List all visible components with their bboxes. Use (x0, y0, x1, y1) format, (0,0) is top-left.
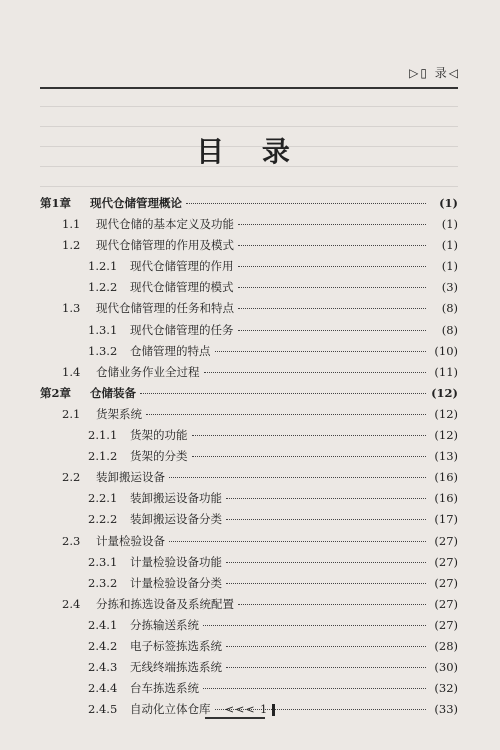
dot-leader (226, 667, 426, 668)
toc-entry-title: 现代仓储管理的作用 (130, 259, 234, 274)
toc-entry-page: (13) (434, 449, 458, 464)
toc-entry-page: (12) (434, 428, 458, 443)
toc-entry-title: 现代仓储管理的作用及模式 (96, 238, 234, 253)
toc-entry-number: 2.4.1 (88, 617, 118, 632)
toc-entry (40, 216, 458, 237)
toc-entry-number: 2.4 (62, 596, 81, 611)
toc-entry-title: 计量检验设备功能 (130, 554, 222, 569)
toc-entry-number: 2.2 (62, 470, 81, 485)
toc-entry (40, 343, 458, 364)
dot-leader (192, 456, 427, 457)
toc-entry-title: 现代仓储的基本定义及功能 (96, 217, 234, 232)
toc-entry-number: 2.1.2 (88, 449, 118, 464)
dot-leader (238, 266, 427, 267)
toc-entry (40, 617, 458, 638)
toc-entry-title: 仓储业务作业全过程 (96, 364, 200, 379)
footer-bar (272, 704, 275, 716)
toc-entry-title: 电子标签拣选系统 (130, 638, 222, 653)
toc-entry-number: 1.1 (62, 217, 81, 232)
toc-entry-number: 2.4.2 (88, 638, 118, 653)
dot-leader (238, 604, 426, 605)
toc-entry-page: (10) (434, 343, 458, 358)
toc-entry-number: 2.3.1 (88, 554, 118, 569)
header-section-mark: ▷▯ 录◁ (409, 66, 460, 80)
toc-entry-number: 2.4.5 (88, 702, 118, 717)
toc-entry-page: (12) (431, 385, 458, 400)
dot-leader (226, 646, 426, 647)
toc-entry-title: 货架的分类 (130, 449, 188, 464)
page-title: 目 录 (196, 135, 304, 168)
toc-entry-number: 1.2 (62, 238, 81, 253)
toc-entry-page: (33) (434, 702, 458, 717)
toc-entry-title: 分拣和拣选设备及系统配置 (96, 596, 234, 611)
header-rule (40, 87, 458, 89)
toc-entry-title: 装卸搬运设备分类 (130, 512, 222, 527)
toc-entry (40, 469, 458, 490)
toc-entry-number: 第1章 (40, 196, 72, 210)
toc-entry-page: (27) (434, 575, 458, 590)
dot-leader (215, 351, 427, 352)
toc-entry-number: 2.2.2 (88, 512, 118, 527)
toc-entry (40, 533, 458, 554)
toc-entry-number: 1.2.1 (88, 259, 118, 274)
dot-leader (140, 393, 426, 394)
toc-entry-number: 第2章 (40, 385, 72, 400)
toc-entry (40, 596, 458, 617)
dot-leader (238, 245, 426, 246)
dot-leader (146, 414, 426, 415)
toc-entry-page: (1) (441, 217, 458, 232)
toc-entry-number: 2.4.4 (88, 681, 118, 696)
toc-entry-page: (11) (434, 364, 458, 379)
dot-leader (204, 372, 427, 373)
toc-entry-page: (27) (434, 596, 458, 611)
toc-entry-number: 2.1.1 (88, 428, 118, 443)
toc-entry (40, 511, 458, 532)
toc-entry-page: (3) (441, 280, 458, 295)
toc-entry (40, 258, 458, 279)
toc-entry-page: (30) (434, 660, 458, 675)
toc-entry-title: 现代仓储管理的任务 (130, 322, 234, 337)
toc-entry-title: 仓储管理的特点 (130, 343, 211, 358)
dot-leader (169, 477, 426, 478)
toc-entry-number: 1.3.1 (88, 322, 118, 337)
toc-entry-title: 现代仓储管理概论 (90, 196, 182, 210)
toc-entry-page: (27) (434, 533, 458, 548)
toc-entry-title: 货架的功能 (130, 428, 188, 443)
toc-entry-title: 现代仓储管理的模式 (130, 280, 234, 295)
toc-entry (40, 575, 458, 596)
toc-entry-page: (28) (434, 638, 458, 653)
toc-entry-title: 计量检验设备分类 (130, 575, 222, 590)
toc-entry-number: 2.4.3 (88, 660, 118, 675)
dot-leader (169, 541, 426, 542)
toc-entry-title: 自动化立体仓库 (130, 702, 211, 717)
toc-entry (40, 406, 458, 427)
toc-entry-title: 装卸搬运设备功能 (130, 491, 222, 506)
toc-entry-page: (12) (434, 406, 458, 421)
dot-leader (226, 562, 426, 563)
toc-entry (40, 659, 458, 680)
dot-leader (186, 203, 426, 204)
toc-entry-title: 台车拣选系统 (130, 681, 199, 696)
toc-entry (40, 680, 458, 701)
toc-entry-page: (17) (434, 512, 458, 527)
toc-entry-page: (16) (434, 470, 458, 485)
toc-entry-title: 仓储装备 (90, 385, 136, 400)
toc-entry-page: (32) (434, 681, 458, 696)
toc-entry (40, 237, 458, 258)
page-number: <<< 1 (224, 703, 269, 716)
dot-leader (226, 583, 426, 584)
toc-entry-number: 2.3 (62, 533, 81, 548)
toc-entry-title: 现代仓储管理的任务和特点 (96, 301, 234, 316)
toc-entry (40, 385, 458, 406)
dot-leader (238, 287, 427, 288)
toc-entry (40, 322, 458, 343)
dot-leader (226, 519, 426, 520)
dot-leader (203, 688, 426, 689)
toc-entry-page: (8) (441, 301, 458, 316)
toc-entry-page: (1) (441, 259, 458, 274)
toc-entry-title: 计量检验设备 (96, 533, 165, 548)
toc-entry-page: (1) (439, 196, 458, 210)
toc-entry-page: (27) (434, 554, 458, 569)
toc-entry-page: (1) (441, 238, 458, 253)
dot-leader (238, 308, 426, 309)
toc-entry-number: 1.3 (62, 301, 81, 316)
table-of-contents (40, 195, 458, 722)
dot-leader (203, 625, 426, 626)
toc-entry-number: 2.2.1 (88, 491, 118, 506)
dot-leader (226, 498, 426, 499)
toc-entry-title: 装卸搬运设备 (96, 470, 165, 485)
footer-rule (205, 717, 265, 719)
dot-leader (238, 224, 426, 225)
dot-leader (192, 435, 427, 436)
toc-entry (40, 554, 458, 575)
dot-leader (238, 330, 427, 331)
toc-entry-title: 无线终端拣选系统 (130, 660, 222, 675)
toc-entry (40, 195, 458, 216)
toc-entry (40, 300, 458, 321)
toc-entry-title: 货架系统 (96, 406, 142, 421)
toc-entry-page: (8) (441, 322, 458, 337)
toc-entry-page: (16) (434, 491, 458, 506)
toc-entry-page: (27) (434, 617, 458, 632)
toc-entry-number: 1.3.2 (88, 343, 118, 358)
toc-entry (40, 490, 458, 511)
toc-entry (40, 364, 458, 385)
toc-entry-number: 2.1 (62, 406, 81, 421)
toc-entry-number: 1.2.2 (88, 280, 118, 295)
toc-entry-title: 分拣输送系统 (130, 617, 199, 632)
toc-entry (40, 638, 458, 659)
toc-entry (40, 279, 458, 300)
toc-entry-number: 1.4 (62, 364, 81, 379)
page-footer (0, 703, 500, 716)
toc-entry-number: 2.3.2 (88, 575, 118, 590)
toc-entry (40, 448, 458, 469)
toc-entry (40, 427, 458, 448)
